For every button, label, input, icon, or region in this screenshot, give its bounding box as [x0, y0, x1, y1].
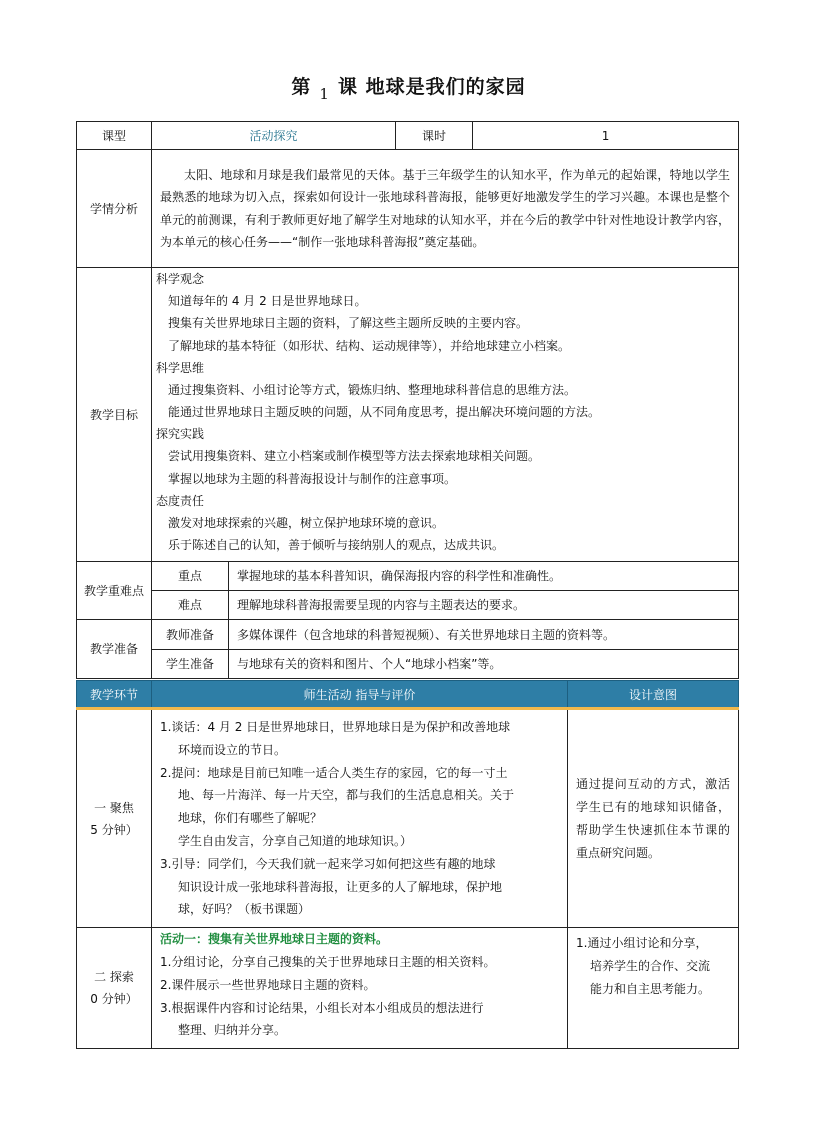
goals-label: 教学目标	[77, 268, 152, 562]
step-line: 3.根据课件内容和讨论结果，小组长对本小组成员的想法进行	[160, 1000, 484, 1015]
stage-duration: 5 分钟）	[90, 822, 138, 837]
activity-cell	[152, 928, 568, 1049]
goal-item: 知道每年的 4 月 2 日是世界地球日。	[168, 294, 367, 308]
step-line: 地球，你们有哪些了解呢？	[178, 811, 323, 826]
key-label: 重点	[152, 561, 229, 590]
goal-item: 通过搜集资料、小组讨论等方式，锻炼归纳、整理地球科普信息的思维方法。	[168, 382, 577, 397]
goal-item: 搜集有关世界地球日主题的资料，了解这些主题所反映的主要内容。	[168, 316, 529, 331]
lesson-info-table	[76, 121, 739, 679]
design-line: 培养学生的合作、交流	[590, 959, 711, 974]
process-table	[76, 680, 739, 1049]
step-line: 整理、归纳并分享。	[178, 1023, 287, 1038]
step-line: 球，好吗？（板书课题）	[178, 902, 311, 917]
goal-section-title: 科学思维	[156, 360, 205, 375]
goal-section-title: 探究实践	[156, 427, 205, 442]
goal-item: 了解地球的基本特征（如形状、结构、运动规律等），并给地球建立小档案。	[168, 338, 571, 353]
activity-title: 活动一：搜集有关世界地球日主题的资料。	[160, 932, 389, 947]
step-line: 学生自由发言，分享自己知道的地球知识。）	[178, 833, 413, 848]
goal-item: 乐于陈述自己的认知，善于倾听与接纳别人的观点，达成共识。	[168, 538, 505, 553]
step-line: 地、每一片海洋、每一片天空，都与我们的生活息息相关。关于	[178, 788, 515, 803]
stage-cell	[77, 928, 152, 1049]
header-design: 设计意图	[568, 681, 739, 709]
goal-section-title: 态度责任	[156, 494, 205, 509]
key-text: 掌握地球的基本科普知识，确保海报内容的科学性和准确性。	[229, 561, 739, 590]
lesson-number: 1	[319, 85, 330, 103]
step-line: 2.课件展示一些世界地球日主题的资料。	[160, 977, 376, 992]
difficulty-label: 难点	[152, 590, 229, 619]
goal-item: 掌握以地球为主题的科普海报设计与制作的注意事项。	[168, 471, 457, 486]
goal-section-title: 科学观念	[156, 272, 205, 286]
step-line: 1.分组讨论，分享自己搜集的关于世界地球日主题的相关资料。	[160, 954, 496, 969]
design-cell	[568, 928, 739, 1049]
design-cell: 通过提问互动的方式，激活学生已有的地球知识储备，帮助学生快速抓住本节课的重点研究问题。	[568, 709, 739, 928]
student-prep-text: 与地球有关的资料和图片、个人“地球小档案”等。	[229, 649, 739, 678]
page-title	[0, 72, 817, 103]
analysis-cell	[152, 150, 739, 268]
step-line: 1.谈话：4 月 2 日是世界地球日，世界地球日是为保护和改善地球	[160, 720, 511, 734]
analysis-label: 学情分析	[77, 150, 152, 268]
teacher-prep-label: 教师准备	[152, 619, 229, 649]
step-line: 知识设计成一张地球科普海报，让更多的人了解地球，保护地	[178, 879, 503, 894]
hours-label: 课时	[396, 122, 473, 150]
design-line: 1.通过小组讨论和分享，	[576, 936, 708, 951]
header-activity: 师生活动 指导与评价	[152, 681, 568, 709]
stage-duration: 0 分钟）	[90, 992, 138, 1007]
course-type-label: 课型	[77, 122, 152, 150]
analysis-text: 太阳、地球和月球是我们最常见的天体。基于三年级学生的认知水平，作为单元的起始课，特地以学生最熟悉的地球为切入点，探索如何设计一张地球科普海报，能够更好地激发学生的学习兴趣。本课也是整个单元的前测课，有利于教师更好地了解学生对地球的认知水平，并在今后的教学中针对性地设计教学内容，为本单元的核心任务——“制作一张地球科普海报”奠定基础。	[160, 167, 731, 249]
goals-cell	[152, 268, 739, 562]
process-row	[77, 709, 739, 928]
header-stage: 教学环节	[77, 681, 152, 709]
title-prefix: 第	[291, 76, 312, 98]
keypoints-label: 教学重难点	[77, 561, 152, 619]
activity-cell	[152, 709, 568, 928]
difficulty-text: 理解地球科普海报需要呈现的内容与主题表达的要求。	[229, 590, 739, 619]
process-row	[77, 928, 739, 1049]
stage-name: 一 聚焦	[94, 800, 134, 815]
hours-value: 1	[473, 122, 739, 150]
step-line: 3.引导：同学们，今天我们就一起来学习如何把这些有趣的地球	[160, 856, 496, 871]
goal-item: 能通过世界地球日主题反映的问题，从不同角度思考，提出解决环境问题的方法。	[168, 405, 601, 420]
prep-label: 教学准备	[77, 619, 152, 678]
course-type-value: 活动探究	[152, 122, 396, 150]
step-line: 环境而设立的节日。	[178, 742, 287, 757]
student-prep-label: 学生准备	[152, 649, 229, 678]
process-header-row	[77, 681, 739, 709]
step-line: 2.提问：地球是目前已知唯一适合人类生存的家园，它的每一寸土	[160, 765, 508, 780]
stage-cell	[77, 709, 152, 928]
goal-item: 尝试用搜集资料、建立小档案或制作模型等方法去探索地球相关问题。	[168, 449, 541, 464]
title-text: 课 地球是我们的家园	[337, 76, 526, 98]
teacher-prep-text: 多媒体课件（包含地球的科普短视频）、有关世界地球日主题的资料等。	[229, 619, 739, 649]
goal-item: 激发对地球探索的兴趣，树立保护地球环境的意识。	[168, 516, 445, 531]
stage-name: 二 探索	[94, 970, 134, 985]
design-line: 能力和自主思考能力。	[590, 982, 711, 997]
